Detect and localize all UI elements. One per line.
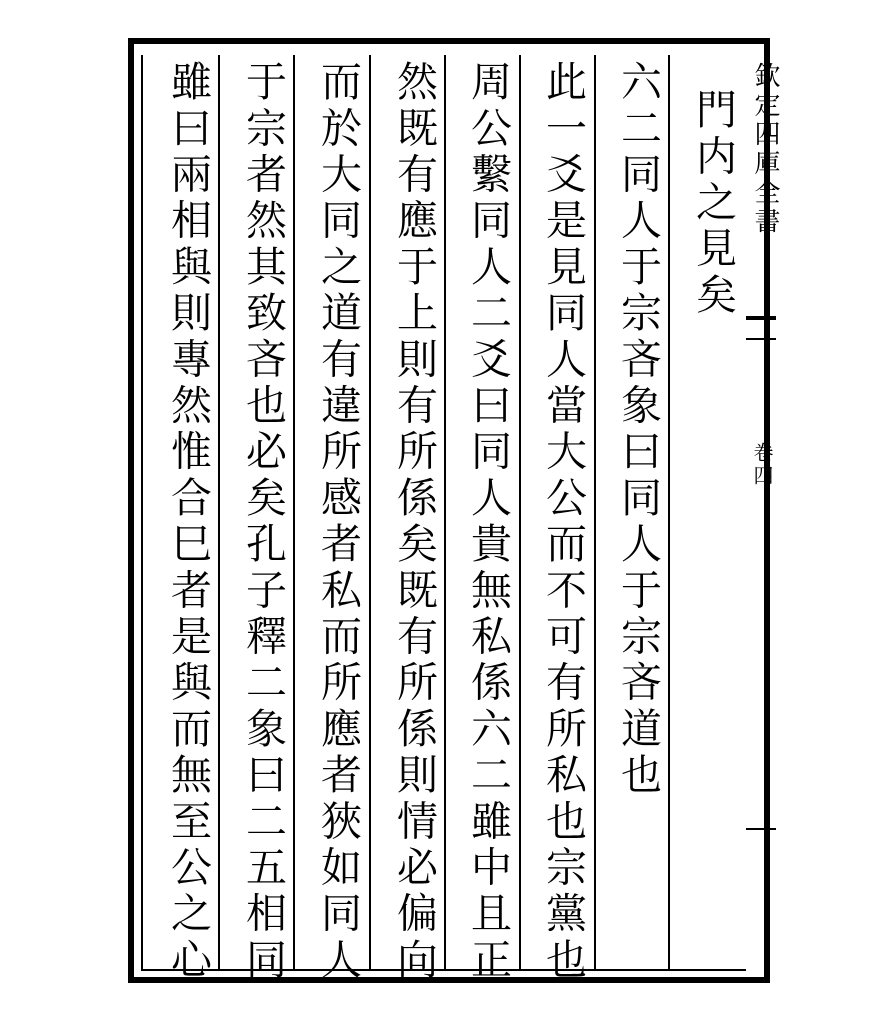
column-rule [369, 55, 371, 969]
column-rule [594, 55, 596, 969]
text-column-5: 然既有應于上則有所係矣既有所係則情必偏向 [390, 60, 438, 984]
margin-divider [746, 828, 776, 830]
text-column-4: 周公繫同人二爻曰同人貴無私係六二雖中且正 [464, 60, 512, 984]
text-column-6: 而於大同之道有違所感者私而所應者狹如同人 [314, 60, 362, 984]
text-column-2: 六二同人于宗吝象曰同人于宗吝道也 [614, 60, 662, 800]
text-column-8: 雖曰兩相與則專然惟合巳者是與而無至公之心 [164, 60, 212, 984]
fishtail-mark-lower [746, 338, 776, 340]
fishtail-mark [746, 316, 776, 320]
volume-label: 卷四 [750, 442, 774, 488]
column-rule [668, 55, 670, 969]
book-title: 欽定四庫全書 [750, 62, 780, 236]
text-column-7: 于宗者然其致吝也必矣孔子釋二象曰二五相同 [239, 60, 287, 984]
text-column-1: 門内之見矣 [689, 88, 737, 319]
column-rule [519, 55, 521, 969]
column-rule [444, 55, 446, 969]
column-rule [293, 55, 295, 969]
text-column-3: 此一爻是見同人當大公而不可有所私也宗黨也 [539, 60, 587, 984]
column-rule [218, 55, 220, 969]
